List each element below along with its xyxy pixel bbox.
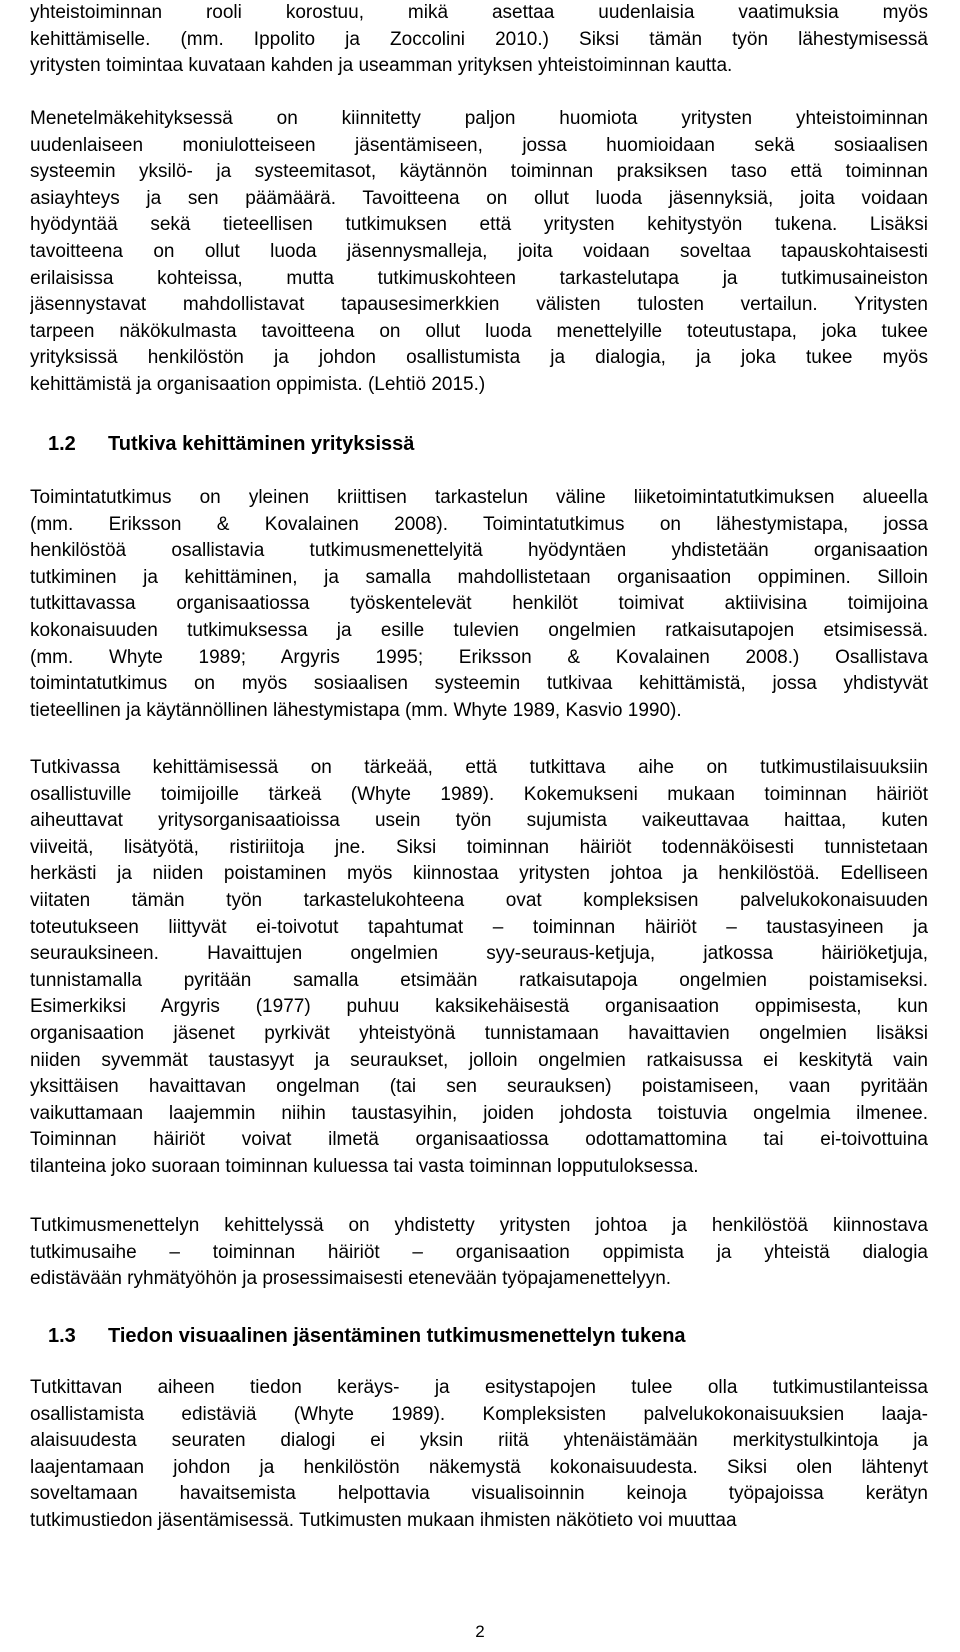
text-line: Menetelmäkehityksessä on kiinnitetty paljon huomiota yritysten yhteistoiminnan <box>30 108 928 129</box>
text-line: Tutkittavan aiheen tiedon keräys- ja esitystapojen tulee olla tutkimustilanteissa <box>30 1377 928 1398</box>
text-line: vaikuttamaan laajemmin niihin taustasyihin, joiden johdosta toistuvia ongelmia ilmenee. <box>30 1102 928 1124</box>
text-line: osallistuville toimijoille tärkeä (Whyte 1989). Kokemukseni mukaan toiminnan häiriöt <box>30 783 928 805</box>
text-line: laajentamaan johdon ja henkilöstön näkemystä kokonaisuudesta. Siksi olen lähtenyt <box>30 1456 928 1478</box>
text-line: Toimintatutkimus on yleinen kriittisen tarkastelun väline liiketoimintatutkimuksen alueella <box>30 487 928 508</box>
text-line: tieteellinen ja käytännöllinen lähestymistapa (mm. Whyte 1989, Kasvio 1990). <box>30 699 682 721</box>
text-line: Toiminnan häiriöt voivat ilmetä organisaatiossa odottamattomina tai ei-toivottuina <box>30 1129 928 1151</box>
section-number: 1.3 <box>48 1325 76 1347</box>
text-line: asiayhteys ja sen päämäärä. Tavoitteena on ollut luoda jäsennyksiä, joita voidaan <box>30 187 928 209</box>
text-line: osallistamista edistäviä (Whyte 1989). Kompleksisten palvelukokonaisuuksien laaja- <box>30 1403 928 1425</box>
text-line: erilaisissa kohteissa, mutta tutkimuskohteen tarkastelutapa ja tutkimusaineiston <box>30 267 928 289</box>
text-line: yrityksissä henkilöstön ja johdon osallistumista ja dialogia, ja joka tukee myös <box>30 347 928 369</box>
text-line: tunnistamalla pyritään samalla etsimään ratkaisutapoja ongelmien poistamiseksi. <box>30 969 928 991</box>
section-title: Tiedon visuaalinen jäsentäminen tutkimusmenettelyn tukena <box>108 1325 686 1347</box>
paragraph-visual-structuring <box>30 1375 928 1535</box>
text-line: tutkittavassa organisaatiossa työskentelevät henkilöt toimivat aktiivisina toimijoina <box>30 593 928 615</box>
text-line: herkästi ja niiden poistaminen myös kiinnostaa yritysten johtoa ja henkilöstöä. Edelliseen <box>30 863 928 885</box>
paragraph-research-procedure <box>30 1213 928 1293</box>
text-line: kokonaisuuden tutkimuksessa ja esille tulevien ongelmien ratkaisutapojen etsimisessä. <box>30 619 928 641</box>
text-line: yhteistoiminnan rooli korostuu, mikä asettaa uudenlaisia vaatimuksia myös <box>30 2 928 23</box>
section-number: 1.2 <box>48 433 76 455</box>
text-line: viitaten tämän työn tarkastelukohteena ovat kompleksisen palvelukokonaisuuden <box>30 889 928 911</box>
text-line: Tutkimusmenettelyn kehittelyssä on yhdistetty yritysten johtoa ja henkilöstöä kiinnostava <box>30 1215 928 1236</box>
text-line: tutkimusaihe – toiminnan häiriöt – organisaation oppimista ja yhteistä dialogia <box>30 1241 928 1263</box>
text-line: (mm. Whyte 1989; Argyris 1995; Eriksson & Kovalainen 2008.) Osallistava <box>30 646 928 668</box>
paragraph-intro-continuation <box>30 0 928 80</box>
text-line: Esimerkiksi Argyris (1977) puhuu kaksikehäisestä organisaation oppimisesta, kun <box>30 996 928 1018</box>
text-line: aiheuttavat yritysorganisaatioissa usein työn sujumista vaikeuttavaa haittaa, kuten <box>30 810 928 832</box>
section-title: Tutkiva kehittäminen yrityksissä <box>108 433 415 455</box>
text-line: niiden syvemmät taustasyyt ja seuraukset, jolloin ongelmien ratkaisussa ei keskitytä vain <box>30 1049 928 1071</box>
text-line: tavoitteena on ollut luoda jäsennysmalleja, joita voidaan soveltaa tapauskohtaisesti <box>30 240 928 262</box>
text-line: edistävään ryhmätyöhön ja prosessimaisesti etenevään työpajamenettelyyn. <box>30 1268 672 1290</box>
text-line: yksittäisen havaittavan ongelman (tai sen seurauksen) poistamiseen, vaan pyritään <box>30 1076 928 1098</box>
page-number: 2 <box>475 1622 485 1641</box>
text-line: tutkiminen ja kehittäminen, ja samalla mahdollistetaan organisaation oppiminen. Silloin <box>30 566 928 588</box>
paragraph-method-development <box>30 106 928 399</box>
text-line: kehittämistä ja organisaation oppimista. (Lehtiö 2015.) <box>30 373 486 395</box>
text-line: systeemin yksilö- ja systeemitasot, käytännön toiminnan praksiksen taso että toiminnan <box>30 161 928 183</box>
text-line: tilanteina joko suoraan toiminnan kuluessa tai vasta toiminnan lopputuloksessa. <box>30 1155 699 1177</box>
text-line: tarpeen näkökulmasta tavoitteena on ollut luoda menettelyille toteutustapa, joka tukee <box>30 320 928 342</box>
text-line: kehittämiselle. (mm. Ippolito ja Zoccolini 2010.) Siksi tämän työn lähestymisessä <box>30 28 928 50</box>
text-line: toteutukseen liittyvät ei-toivotut tapahtumat – toiminnan häiriöt – taustasyineen ja <box>30 916 928 938</box>
section-heading-1-2 <box>48 431 414 457</box>
text-line: viiveitä, lisätyötä, ristiriitoja jne. Siksi toiminnan häiriöt todennäköisesti tunnistetaan <box>30 836 928 858</box>
text-line: toimintatutkimus on myös sosiaalisen systeemin tutkivaa kehittämistä, jossa yhdistyvät <box>30 673 928 695</box>
text-line: organisaation jäsenet pyrkivät yhteistyönä tunnistamaan havaittavien ongelmien lisäksi <box>30 1022 928 1044</box>
text-line: hyödyntää sekä tieteellisen tutkimuksen että yritysten kehitystyön tukena. Lisäksi <box>30 214 928 236</box>
text-line: alaisuudesta seuraten dialogi ei yksin riitä yhtenäistämään merkitystulkintoja ja <box>30 1430 928 1452</box>
text-line: henkilöstöä osallistavia tutkimusmenettelyitä hyödyntäen yhdistetään organisaation <box>30 540 928 562</box>
text-line: uudenlaiseen moniulotteiseen jäsentämiseen, jossa huomioidaan sekä sosiaalisen <box>30 134 928 156</box>
section-heading-1-3 <box>48 1323 686 1349</box>
text-line: jäsennystavat mahdollistavat tapausesimerkkien välisten tulosten vertailun. Yritysten <box>30 294 928 316</box>
text-line: seurauksineen. Havaittujen ongelmien syy-seuraus-ketjuja, jatkossa häiriöketjuja, <box>30 943 928 965</box>
text-line: tutkimustiedon jäsentämisessä. Tutkimusten mukaan ihmisten näkötieto voi muuttaa <box>30 1509 737 1531</box>
paragraph-exploratory-development <box>30 755 928 1181</box>
text-line: Tutkivassa kehittämisessä on tärkeää, että tutkittava aihe on tutkimustilaisuuksiin <box>30 757 928 778</box>
text-line: (mm. Eriksson & Kovalainen 2008). Toimintatutkimus on lähestymistapa, jossa <box>30 513 928 535</box>
paragraph-action-research <box>30 485 928 724</box>
text-line: soveltamaan havaitsemista helpottavia visualisoinnin keinoja työpajoissa kerätyn <box>30 1483 928 1505</box>
text-line: yritysten toimintaa kuvataan kahden ja useamman yrityksen yhteistoiminnan kautta. <box>30 55 733 77</box>
